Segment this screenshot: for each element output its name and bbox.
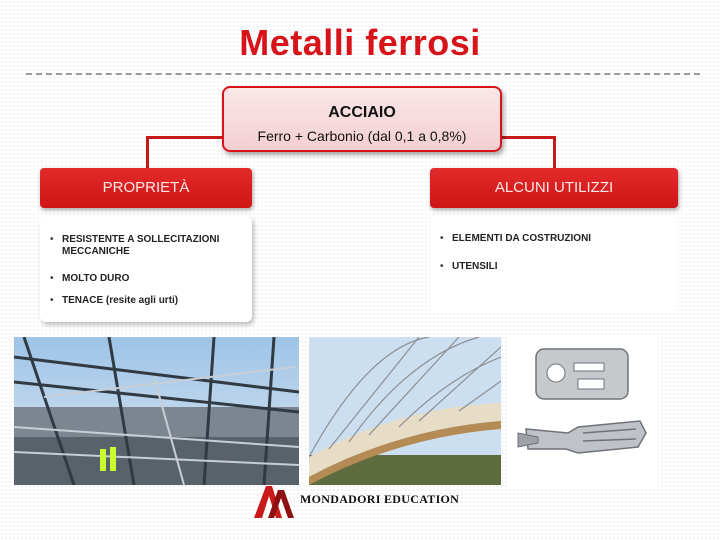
list-item: • TENACE (resite agli urti) [40,295,252,307]
construction-illustration [14,337,299,485]
tools-illustration [508,337,658,487]
proprieta-header [40,168,252,208]
mondadori-logo-icon [252,482,296,520]
list-item: • RESISTENTE A SOLLECITAZIONI MECCANICHE [40,234,232,258]
acciaio-subtitle: Ferro + Carbonio (dal 0,1 a 0,8%) [257,128,467,144]
stadium-photo [309,337,501,485]
connector-right-vertical [553,136,556,170]
list-item: • MOLTO DURO [40,273,252,285]
connector-left-vertical [146,136,149,170]
utilizzi-header-label: ALCUNI UTILIZZI [494,179,614,196]
proprieta-header-label: PROPRIETÀ [102,179,190,196]
proprieta-panel [40,216,252,322]
slide-title: Metalli ferrosi [239,22,481,63]
stadium-illustration [309,337,501,485]
tools-photo [508,337,658,487]
proprieta-list [40,234,252,307]
acciaio-heading: ACCIAIO [328,104,396,121]
utilizzi-list [430,233,678,273]
mondadori-logo-text: MONDADORI EDUCATION [300,492,460,506]
connector-left-horizontal [146,136,224,139]
connector-right-horizontal [496,136,556,139]
steel-construction-photo [14,337,299,485]
utilizzi-header [430,168,678,208]
list-item: • UTENSILI [430,261,678,273]
title-divider [26,73,700,75]
utilizzi-panel [430,216,678,312]
acciaio-box [222,86,502,152]
list-item: • ELEMENTI DA COSTRUZIONI [430,233,678,245]
